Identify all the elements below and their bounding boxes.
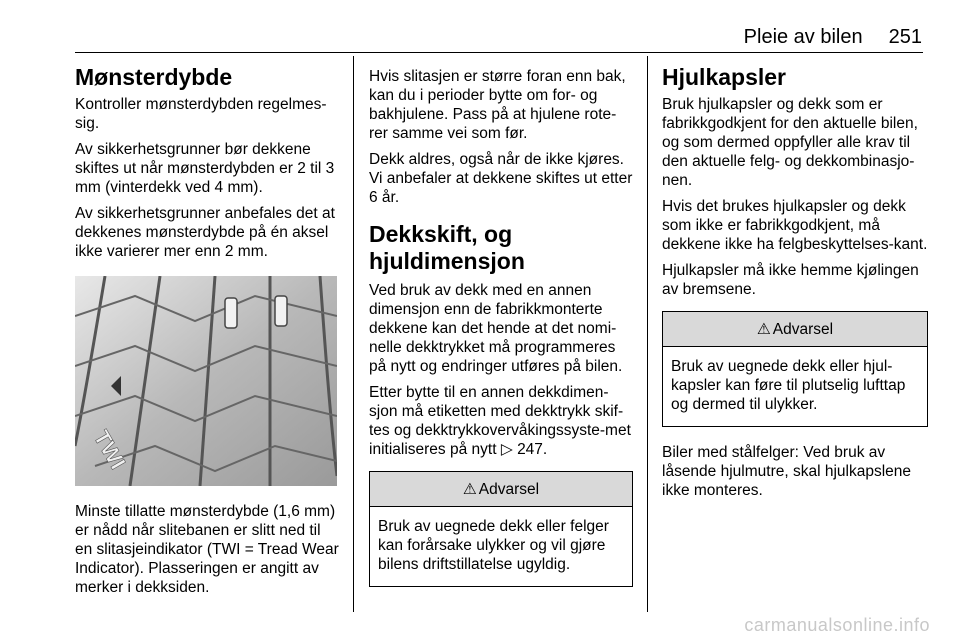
column-2 (369, 67, 633, 603)
paragraph: Kontroller mønsterdybden regelmes-sig. (75, 96, 327, 132)
column-3 (662, 64, 928, 507)
twi-label: TWI (88, 426, 131, 474)
column-divider-2 (647, 56, 648, 612)
watermark: carmanualsonline.info (744, 615, 930, 635)
paragraph: Hvis slitasjen er større foran enn bak, kan du i perioder bytte om for- og bakhjulene. Pass på at hjulene rote-rer samme vei som før. (369, 68, 626, 142)
column-1 (75, 64, 341, 604)
paragraph: Biler med stålfelger: Ved bruk av låsende hjulmutre, skal hjulkapslene ikke monteres. (662, 444, 912, 499)
warning-triangle-icon: ⚠ (462, 480, 477, 498)
warning-box (369, 471, 633, 587)
warning-text: Bruk av uegnede dekk eller hjul-kapsler kan føre til plutselig lufttap og dermed til ulykker. (671, 358, 906, 413)
paragraph-text: Etter bytte til en annen dekkdimen-sjon må etiketten med dekktrykk skif-tes og dekktrykkovervåkingssyste-met initialiseres på nytt (369, 384, 631, 458)
paragraph: Hvis det brukes hjulkapsler og dekk som ikke er fabrikkgodkjent, må dekkene ikke ha felgbeskyttelses-kant. (662, 198, 928, 253)
paragraph: Minste tillatte mønsterdybde (1,6 mm) er nådd når slitebanen er slitt ned til en slitasjeindikator (TWI = Tread Wear Indicator). Plasseringen er angitt av merker i dekksiden. (75, 503, 339, 596)
heading-tire-change: Dekkskift, og hjuldimensjon (369, 221, 525, 274)
page-header (744, 26, 922, 49)
warning-box (662, 311, 928, 427)
paragraph (369, 383, 633, 459)
page-reference-arrow-icon[interactable]: ▷ (500, 441, 513, 458)
warning-title: Advarsel (478, 480, 540, 498)
warning-text: Bruk av uegnede dekk eller felger kan forårsake ulykker og vil gjøre bilens driftstillatelse ugyldig. (378, 518, 609, 573)
warning-title: Advarsel (772, 320, 834, 338)
paragraph: Av sikkerhetsgrunner bør dekkene skiftes ut når mønsterdybden er 2 til 3 mm (vinterdekk ved 4 mm). (75, 141, 335, 196)
warning-triangle-icon: ⚠ (756, 320, 771, 338)
page-reference[interactable]: 247. (517, 441, 548, 458)
heading-hubcaps: Hjulkapsler (662, 64, 786, 90)
warning-header (663, 312, 927, 347)
warning-header (370, 472, 632, 507)
paragraph: Ved bruk av dekk med en annen dimensjon enn de fabrikkmonterte dekkene kan det hende at det nomi-nelle dekktrykket må programmeres på nytt og endringer utføres på bilen. (369, 282, 623, 375)
heading-tread-depth: Mønsterdybde (75, 64, 233, 90)
paragraph: Hjulkapsler må ikke hemme kjølingen av bremsene. (662, 262, 919, 298)
column-divider-1 (353, 56, 354, 612)
paragraph: Dekk aldres, også når de ikke kjøres. Vi anbefaler at dekkene skiftes ut etter 6 år. (369, 151, 633, 206)
section-title: Pleie av bilen (743, 26, 863, 48)
tire-tread-image (75, 276, 337, 486)
paragraph: Bruk hjulkapsler og dekk som er fabrikkgodkjent for den aktuelle bilen, og som dermed oppfyller alle krav til den aktuelle felg- og dekkombinasjo-nen. (662, 96, 918, 189)
header-rule (75, 52, 923, 53)
paragraph: Av sikkerhetsgrunner anbefales det at dekkenes mønsterdybde på én aksel ikke varierer mer enn 2 mm. (75, 205, 335, 260)
page-number: 251 (888, 26, 922, 48)
